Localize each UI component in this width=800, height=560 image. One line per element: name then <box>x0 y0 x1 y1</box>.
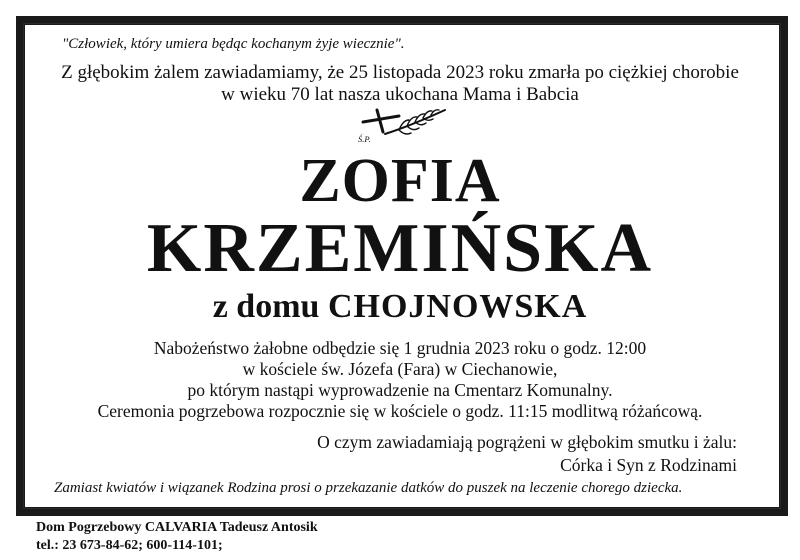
notifiers-signature: Córka i Syn z Rodzinami <box>560 455 737 475</box>
epigraph-quote: "Człowiek, który umiera będąc kochanym żyje wiecznie". <box>62 36 405 52</box>
ceremony-line-3: po którym nastąpi wyprowadzenie na Cmentarz Komunalny. <box>187 380 613 400</box>
funeral-home-name: Dom Pogrzebowy CALVARIA Tadeusz Antosik <box>36 520 318 535</box>
notifiers-line: O czym zawiadamiają pogrążeni w głębokim smutku i żalu: <box>317 432 737 452</box>
ceremony-line-2: w kościele św. Józefa (Fara) w Ciechanowie, <box>242 359 558 379</box>
funeral-home-phone: tel.: 23 673-84-62; 600-114-101; <box>36 538 223 553</box>
cross-with-palm-icon <box>355 106 451 146</box>
maiden-name: CHOJNOWSKA <box>327 288 588 325</box>
ceremony-line-1: Nabożeństwo żałobne odbędzie się 1 grudnia 2023 roku o godz. 12:00 <box>153 338 647 358</box>
deceased-surname: KRZEMIŃSKA <box>146 210 654 287</box>
maiden-name-line <box>0 287 800 327</box>
intro-line-1: Z głębokim żalem zawiadamiamy, że 25 listopada 2023 roku zmarła po ciężkiej chorobie <box>61 62 739 83</box>
donation-request: Zamiast kwiatów i wiązanek Rodzina prosi o przekazanie datków do puszek na leczenie chorego dziecka. <box>54 480 683 496</box>
emblem-caption: Ś.P. <box>358 134 371 144</box>
intro-line-2: w wieku 70 lat nasza ukochana Mama i Babcia <box>221 84 579 105</box>
ceremony-line-4: Ceremonia pogrzebowa rozpocznie się w kościele o godz. 11:15 modlitwą różańcową. <box>97 401 703 421</box>
deceased-first-name: ZOFIA <box>299 147 501 215</box>
maiden-prefix: z domu <box>212 288 320 325</box>
